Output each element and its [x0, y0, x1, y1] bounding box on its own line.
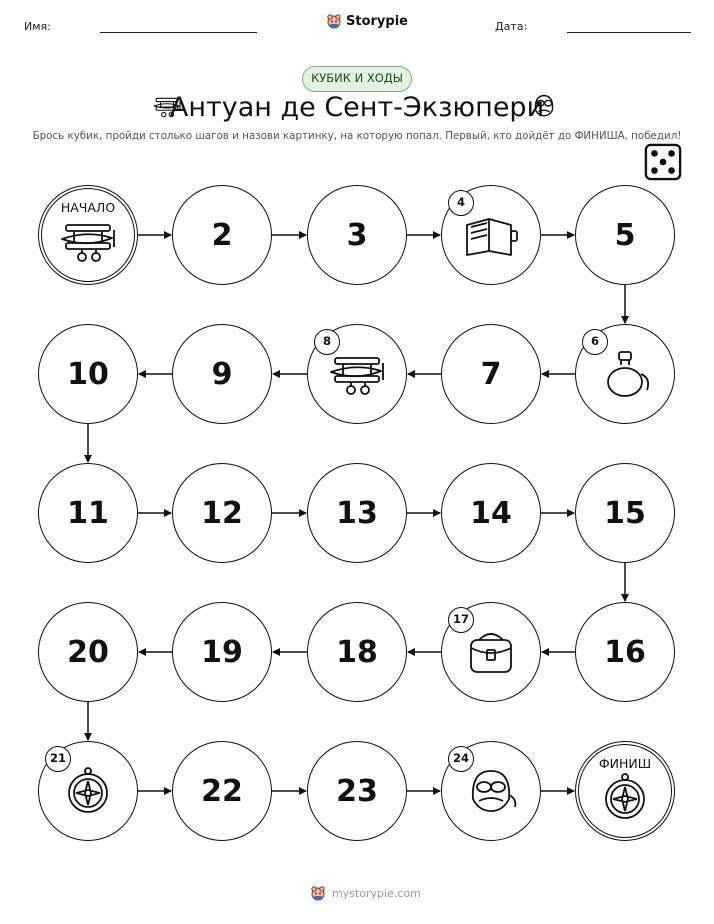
cell-number: 5	[614, 217, 636, 253]
board-cell-7	[441, 324, 541, 424]
storypie-mascot-icon	[310, 885, 326, 901]
cell-number-badge: 17	[448, 607, 474, 633]
cell-number: 20	[67, 634, 109, 670]
board-cell-20	[38, 602, 138, 702]
cell-number: 2	[211, 217, 233, 253]
board-cell-15	[575, 463, 675, 563]
date-label: Дата:	[495, 20, 528, 33]
cell-number-badge: 21	[45, 746, 71, 772]
cell-number: 10	[67, 356, 109, 392]
flask-icon	[597, 350, 653, 398]
cell-number: 15	[604, 495, 646, 531]
name-label: Имя:	[24, 20, 51, 33]
cell-number: 11	[67, 495, 109, 531]
start-label: НАЧАЛО	[60, 199, 116, 215]
page-title: Антуан де Сент-Экзюпери	[169, 92, 545, 123]
cell-number-badge: 24	[448, 746, 474, 772]
helmet-icon	[463, 767, 519, 815]
cell-number: 12	[201, 495, 243, 531]
activity-badge: КУБИК И ХОДЫ	[302, 66, 412, 92]
board-cell-11	[38, 463, 138, 563]
cell-number: 23	[336, 773, 378, 809]
cell-number: 18	[336, 634, 378, 670]
cell-number: 7	[480, 356, 502, 392]
cell-number: 14	[470, 495, 512, 531]
satchel-icon	[463, 628, 519, 676]
board-cell-10	[38, 324, 138, 424]
board-cell-19	[172, 602, 272, 702]
cell-number-badge: 6	[582, 329, 608, 355]
board-cell-18	[307, 602, 407, 702]
board-cell-2	[172, 185, 272, 285]
board-cell-1	[38, 185, 138, 285]
board-cell-13	[307, 463, 407, 563]
board-cell-16	[575, 602, 675, 702]
footer	[310, 885, 421, 901]
biplane-icon	[60, 217, 116, 265]
brand-name: Storypie	[346, 13, 408, 29]
board-cell-22	[172, 741, 272, 841]
board-cell-23	[307, 741, 407, 841]
biplane-icon	[329, 350, 385, 398]
board-cell-14	[441, 463, 541, 563]
book-icon	[463, 211, 519, 259]
cell-number-badge: 8	[314, 329, 340, 355]
instructions: Брось кубик, пройди столько шагов и назови картинку, на которую попал. Первый, кто дойдёт до ФИНИША, победил!	[32, 130, 682, 142]
board-cell-3	[307, 185, 407, 285]
cell-number: 19	[201, 634, 243, 670]
finish-label: ФИНИШ	[598, 755, 652, 771]
cell-number: 16	[604, 634, 646, 670]
board-cell-9	[172, 324, 272, 424]
footer-url: mystorypie.com	[332, 886, 421, 900]
cell-number: 9	[211, 356, 233, 392]
board-cell-5	[575, 185, 675, 285]
compass-icon	[597, 773, 653, 821]
cell-number: 3	[346, 217, 368, 253]
board-cell-25	[575, 741, 675, 841]
cell-number-badge: 4	[448, 190, 474, 216]
compass-icon	[60, 767, 116, 815]
cell-number: 13	[336, 495, 378, 531]
board-cell-12	[172, 463, 272, 563]
cell-number: 22	[201, 773, 243, 809]
